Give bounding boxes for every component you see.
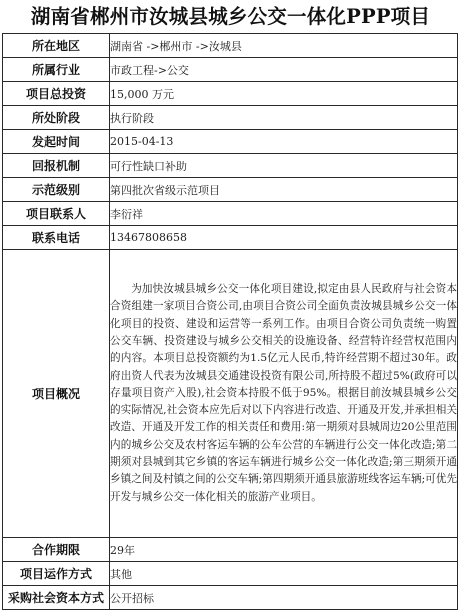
row-value-demo-level: 第四批次省级示范项目 [110,178,458,202]
row-value-investment: 15,000 万元 [110,82,458,106]
page-title: 湖南省郴州市汝城县城乡公交一体化PPP项目 [30,5,431,28]
row-label-industry: 所属行业 [3,58,110,82]
table-row [3,226,458,250]
table-row [3,178,458,202]
table-row [3,562,458,586]
row-label-operation-mode: 项目运作方式 [3,562,110,586]
row-value-term: 29年 [110,538,458,562]
row-value-phone: 13467808658 [110,226,458,250]
row-label-start-date: 发起时间 [3,130,110,154]
table-row [3,538,458,562]
row-label-overview: 项目概况 [3,250,110,538]
row-value-start-date: 2015-04-13 [110,130,458,154]
table-row [3,82,458,106]
row-value-procurement: 公开招标 [110,586,458,610]
project-info-table [2,33,458,610]
table-row [3,34,458,58]
row-label-region: 所在地区 [3,34,110,58]
row-value-return-mechanism: 可行性缺口补助 [110,154,458,178]
row-label-return-mechanism: 回报机制 [3,154,110,178]
row-label-contact-person: 项目联系人 [3,202,110,226]
table-row [3,586,458,610]
row-label-stage: 所处阶段 [3,106,110,130]
table-row [3,250,458,538]
row-label-phone: 联系电话 [3,226,110,250]
row-value-industry: 市政工程->公交 [110,58,458,82]
row-value-operation-mode: 其他 [110,562,458,586]
table-row [3,58,458,82]
row-value-contact-person: 李衍祥 [110,202,458,226]
row-label-demo-level: 示范级别 [3,178,110,202]
row-value-region: 湖南省 ->郴州市 ->汝城县 [110,34,458,58]
row-label-term: 合作期限 [3,538,110,562]
row-label-investment: 项目总投资 [3,82,110,106]
row-value-overview: 为加快汝城县城乡公交一体化项目建设,拟定由县人民政府与社会资本合资组建一家项目合资公司,由项目合资公司全面负责汝城县城乡公交一体化项目的投资、建设和运营等一系列工作。由项目合资公司负责统一购置公交车辆、投资建设与城乡公交相关的设施设备、经营特许经营权范围内的内容。本项目总投资额约为1.5亿元人民币,特许经营期不超过30年。政府出资人代表为汝城县交通建设投资有限公司,所持股不超过5%(政府可以存量项目资产入股),社会资本持股不低于95%。根据目前汝城县城乡公交的实际情况,社会资本应先后对以下内容进行改造、开通及开发,并承担相关改造、开通及开发工作的相关责任和费用:第一期须对县城周边20公里范围内的城乡公交及农村客运车辆的公车公营的车辆进行公交一体化改造;第二期须对县城到其它乡镇的客运车辆进行城乡公交一体化改造;第三期须开通乡镇之间及村镇之间的公交车辆;第四期须开通县旅游班线客运车辆;可优先开发与城乡公交一体化相关的旅游产业项目。 [110,250,458,538]
row-value-stage: 执行阶段 [110,106,458,130]
table-row [3,106,458,130]
row-label-procurement: 采购社会资本方式 [3,586,110,610]
table-row [3,130,458,154]
table-row [3,202,458,226]
table-row [3,154,458,178]
